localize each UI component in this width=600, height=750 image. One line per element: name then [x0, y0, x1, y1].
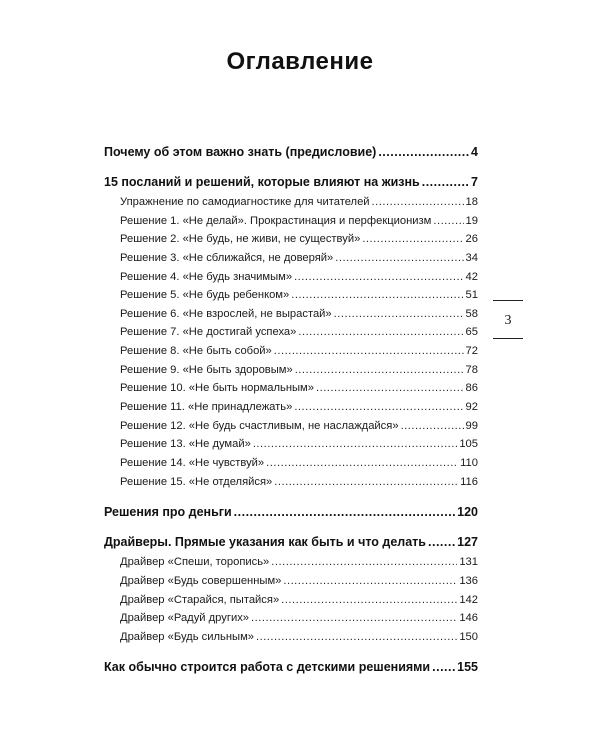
toc-entry-label: Драйвер «Радуй других»: [120, 612, 250, 625]
table-of-contents: [104, 141, 478, 678]
toc-entry-page: 150: [459, 630, 478, 643]
page-title: Оглавление: [226, 48, 374, 75]
toc-entry-label: Драйверы. Прямые указания как быть и что делать: [104, 535, 426, 550]
dot-leader: [271, 553, 457, 572]
dot-leader: [432, 656, 455, 678]
dot-leader: [422, 171, 469, 193]
toc-entry-label: Решение 5. «Не будь ребенком»: [120, 289, 290, 302]
toc-entry-label: Решение 10. «Не быть нормальным»: [120, 382, 314, 395]
toc-entry-page: 86: [465, 382, 478, 395]
toc-entry-label: Решение 1. «Не делай». Прокрастинация и перфекционизм: [120, 214, 432, 227]
toc-entry-page: 120: [457, 505, 478, 520]
toc-entry-label: Драйвер «Спеши, торопись»: [120, 556, 270, 569]
page-number-rule-bottom: [493, 338, 523, 339]
toc-entry-label: Решение 6. «Не взрослей, не вырастай»: [120, 307, 332, 320]
dot-leader: [294, 398, 463, 417]
page-number: 3: [504, 313, 512, 328]
dot-leader: [295, 361, 464, 380]
toc-subentry: [120, 553, 478, 572]
dot-leader: [428, 531, 455, 553]
toc-subentry: [120, 323, 478, 342]
toc-entry-page: 42: [465, 270, 478, 283]
toc-subentry: [120, 473, 478, 492]
dot-leader: [294, 268, 463, 287]
dot-leader: [253, 435, 458, 454]
dot-leader: [281, 591, 457, 610]
toc-entry-label: Решение 4. «Не будь значимым»: [120, 270, 293, 283]
toc-subsection-messages: [104, 193, 478, 491]
dot-leader: [283, 572, 457, 591]
dot-leader: [274, 473, 458, 492]
toc-entry-label: 15 посланий и решений, которые влияют на жизнь: [104, 175, 420, 189]
toc-subentry: [120, 628, 478, 647]
dot-leader: [274, 342, 464, 361]
toc-entry-drivers: [104, 531, 478, 553]
toc-entry-page: 146: [459, 612, 478, 625]
toc-entry-page: 92: [465, 401, 478, 414]
toc-entry-page: 131: [459, 556, 478, 569]
toc-subentry: [120, 193, 478, 212]
toc-entry-page: 99: [465, 419, 478, 432]
toc-entry-label: Решение 15. «Не отделяйся»: [120, 475, 273, 488]
dot-leader: [291, 286, 463, 305]
toc-subentry: [120, 609, 478, 628]
toc-subentry: [120, 361, 478, 380]
toc-entry-label: Почему об этом важно знать (предисловие): [104, 145, 377, 159]
toc-entry-label: Решение 3. «Не сближайся, не доверяй»: [120, 251, 334, 264]
toc-entry-page: 51: [465, 289, 478, 302]
toc-subentry: [120, 342, 478, 361]
toc-entry-label: Решение 11. «Не принадлежать»: [120, 401, 293, 414]
toc-subentry: [120, 230, 478, 249]
toc-subentry: [120, 417, 478, 436]
toc-entry-page: 65: [465, 326, 478, 339]
toc-entry-label: Драйвер «Старайся, пытайся»: [120, 593, 280, 606]
toc-subentry: [120, 572, 478, 591]
toc-subentry: [120, 249, 478, 268]
toc-entry-label: Решения про деньги: [104, 505, 232, 520]
dot-leader: [256, 628, 457, 647]
toc-subsection-drivers: [104, 553, 478, 646]
toc-entry-page: 19: [465, 214, 478, 227]
toc-entry-page: 78: [465, 363, 478, 376]
toc-entry-page: 127: [457, 535, 478, 550]
dot-leader: [401, 417, 464, 436]
page-number-rule-top: [493, 300, 523, 301]
dot-leader: [234, 501, 455, 523]
toc-entry-label: Решение 2. «Не будь, не живи, не существуй»: [120, 233, 361, 246]
toc-subentry: [120, 591, 478, 610]
toc-entry-label: Решение 13. «Не думай»: [120, 438, 251, 451]
toc-subentry: [120, 435, 478, 454]
toc-entry-label: Решение 7. «Не достигай успеха»: [120, 326, 297, 339]
toc-entry-page: 34: [465, 251, 478, 264]
toc-subentry: [120, 268, 478, 287]
toc-entry-page: 7: [471, 175, 478, 189]
toc-subentry: [120, 286, 478, 305]
toc-entry-label: Решение 8. «Не быть собой»: [120, 345, 272, 358]
toc-entry-page: 110: [460, 456, 478, 469]
toc-entry-work: [104, 656, 478, 678]
toc-entry-label: Решение 12. «Не будь счастливым, не наслаждайся»: [120, 419, 399, 432]
toc-entry-page: 142: [459, 593, 478, 606]
toc-entry-page: 18: [465, 196, 478, 208]
toc-entry-label: Упражнение по самодиагностике для читателей: [120, 196, 370, 208]
toc-entry-label: Решение 14. «Не чувствуй»: [120, 456, 265, 469]
toc-entry-page: 155: [457, 660, 478, 675]
toc-entry-page: 4: [471, 145, 478, 159]
dot-leader: [316, 379, 464, 398]
toc-subentry: [120, 212, 478, 231]
toc-entry-page: 136: [459, 574, 478, 587]
toc-entry-page: 26: [465, 233, 478, 246]
toc-entry-page: 58: [465, 307, 478, 320]
dot-leader: [378, 141, 469, 163]
toc-entry-page: 72: [465, 345, 478, 358]
toc-entry-label: Решение 9. «Не быть здоровым»: [120, 363, 293, 376]
dot-leader: [251, 609, 457, 628]
toc-entry-label: Драйвер «Будь совершенным»: [120, 574, 282, 587]
toc-entry-page: 105: [459, 438, 478, 451]
toc-entry-label: Драйвер «Будь сильным»: [120, 630, 254, 643]
dot-leader: [335, 249, 463, 268]
dot-leader: [298, 323, 463, 342]
toc-entry-messages: [104, 171, 478, 193]
dot-leader: [433, 212, 463, 231]
toc-subentry: [120, 454, 478, 473]
dot-leader: [334, 305, 464, 324]
toc-subentry: [120, 398, 478, 417]
toc-entry-label: Как обычно строится работа с детскими решениями: [104, 660, 431, 675]
toc-entry-page: 116: [460, 475, 478, 488]
dot-leader: [362, 230, 463, 249]
dot-leader: [372, 193, 464, 212]
toc-subentry: [120, 305, 478, 324]
toc-entry-money: [104, 501, 478, 523]
dot-leader: [266, 454, 458, 473]
toc-entry-preface: [104, 141, 478, 163]
toc-subentry: [120, 379, 478, 398]
